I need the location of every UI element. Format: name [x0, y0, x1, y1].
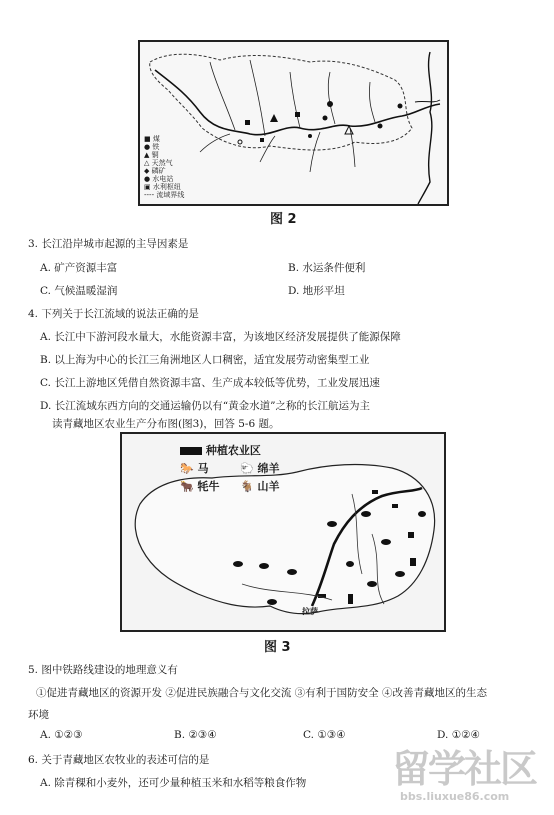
legend-water-project: 水利枢纽	[152, 183, 181, 191]
legend-horse: 马	[197, 462, 209, 475]
qinghai-tibet-map	[122, 434, 444, 630]
question-3-option-a: A. 矿产资源丰富	[40, 262, 118, 274]
question-4-stem: 4. 下列关于长江流域的说法正确的是	[28, 308, 199, 320]
question-5-statements-cont: 环境	[28, 709, 49, 721]
question-4-option-c: C. 长江上游地区凭借自然资源丰富、生产成本较低等优势，工业发展迅速	[40, 377, 380, 389]
question-5-option-c: C. ①③④	[303, 729, 346, 741]
question-3-option-c: C. 气候温暖湿润	[40, 285, 118, 297]
question-4-option-d: D. 长江流域东西方向的交通运输仍以有“黄金水道”之称的长江航运为主	[40, 400, 370, 412]
legend-goat: 山羊	[257, 480, 280, 493]
legend-sheep: 绵羊	[257, 462, 280, 475]
question-6-stem: 6. 关于青藏地区农牧业的表述可信的是	[28, 754, 210, 766]
figure2-legend: ■ 煤 ● 铁 ▲ 铜 △ 天然气 ◆ 磷矿 ● 水电站 ▣ 水利枢纽 ---- 流域界线	[144, 135, 185, 199]
question-5-stem: 5. 图中铁路线建设的地理意义有	[28, 664, 178, 676]
question-5-statements: ①促进青藏地区的资源开发 ②促进民族融合与文化交流 ③有利于国防安全 ④改善青藏地区的生态	[36, 687, 488, 699]
legend-copper: 铜	[151, 151, 159, 159]
legend-natural-gas: 天然气	[151, 159, 173, 167]
figure3-label: 图 3	[264, 640, 291, 655]
question-5-option-a: A. ①②③	[40, 729, 83, 741]
yangtze-river	[155, 70, 440, 135]
legend-iron: 铁	[152, 143, 160, 151]
intro-text: 读青藏地区农业生产分布图(图3)，回答 5-6 题。	[52, 418, 280, 430]
legend-phosphate: 磷矿	[151, 167, 166, 175]
watermark-url: bbs.liuxue86.com	[400, 790, 510, 803]
planting-area-swatch	[180, 447, 202, 455]
figure3-map	[120, 432, 446, 632]
legend-goat-item: 🐐 山羊	[240, 480, 280, 493]
legend-coal: 煤	[152, 135, 160, 143]
figure3-legend-title	[180, 442, 261, 458]
legend-basin-line: 流域界线	[156, 191, 185, 199]
legend-hydropower: 水电站	[152, 175, 174, 183]
question-5-option-d: D. ①②④	[437, 729, 480, 741]
legend-horse-item: 🐎 马	[180, 462, 209, 475]
legend-yak: 牦牛	[197, 480, 220, 493]
legend-sheep-item: 🐑 绵羊	[240, 462, 280, 475]
question-6-option-a: A. 除青稞和小麦外，还可少量种植玉米和水稻等粮食作物	[40, 777, 307, 789]
question-5-option-b: B. ②③④	[174, 729, 217, 741]
question-3-option-d: D. 地形平坦	[288, 285, 345, 297]
legend-yak-item: 🐂 牦牛	[180, 480, 220, 493]
question-3-option-b: B. 水运条件便利	[288, 262, 366, 274]
place-lhasa: 拉萨	[302, 607, 318, 616]
question-4-option-a: A. 长江中下游河段水量大，水能资源丰富，为该地区经济发展提供了能源保障	[40, 331, 401, 343]
legend-planting: 种植农业区	[205, 444, 261, 457]
figure2-label: 图 2	[270, 212, 297, 227]
question-4-option-b: B. 以上海为中心的长江三角洲地区人口稠密，适宜发展劳动密集型工业	[40, 354, 370, 366]
watermark-title: 留学社区	[392, 747, 537, 791]
question-3-stem: 3. 长江沿岸城市起源的主导因素是	[28, 238, 189, 250]
figure2-map	[138, 40, 449, 206]
